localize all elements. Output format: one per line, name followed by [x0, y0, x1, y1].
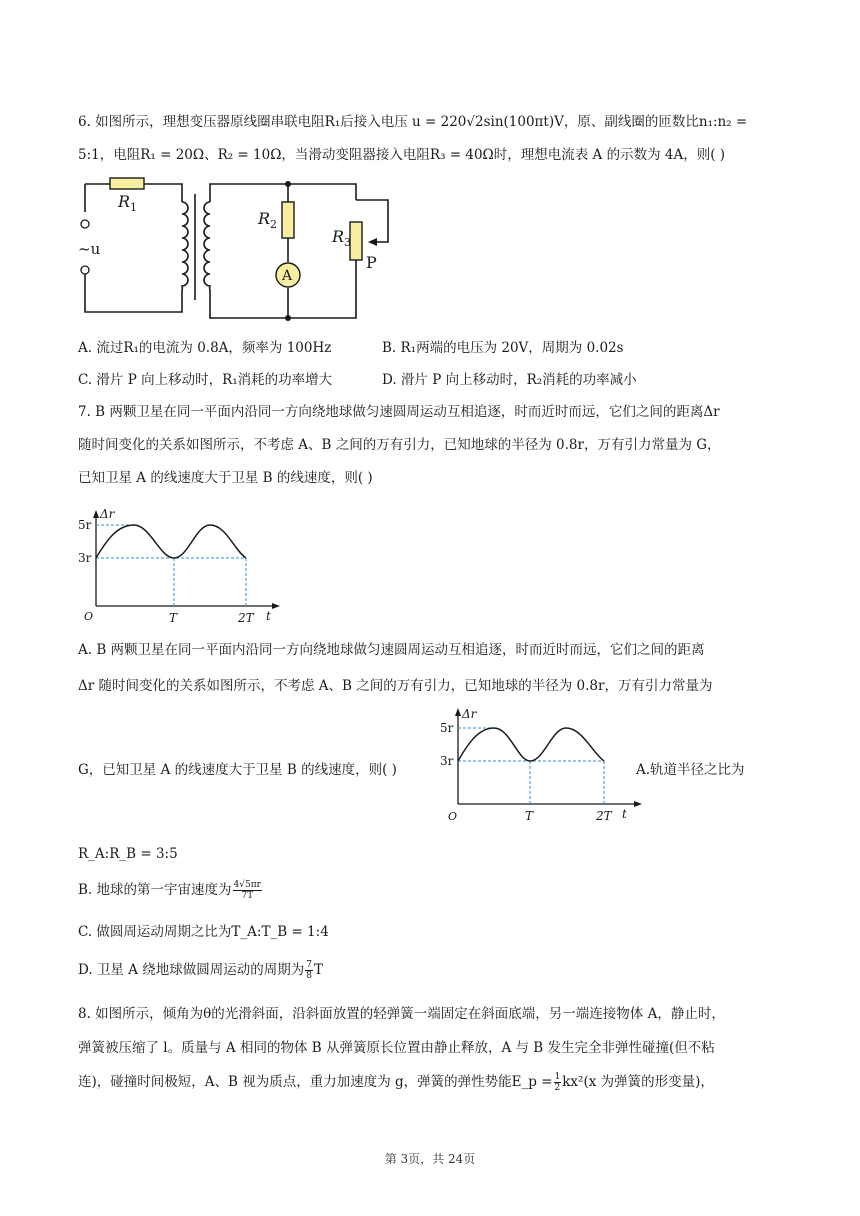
q7-stem-line1: 7. B 两颗卫星在同一平面内沿同一方向绕地球做匀速圆周运动互相追逐，时而近时而远，它们之间的距离Δr: [78, 404, 720, 420]
q7-optA-line4: R_A:R_B = 3:5: [78, 846, 178, 862]
graph1-origin: O: [84, 610, 94, 623]
q7-optA-line1: A. B 两颗卫星在同一平面内沿同一方向绕地球做匀速圆周运动互相追逐，时而近时而远，它们之间的距离: [78, 642, 705, 658]
q6-option-a: A. 流过R₁的电流为 0.8A，频率为 100Hz: [78, 340, 332, 356]
q7-optA-tail: A.轨道半径之比为: [636, 762, 745, 778]
graph2-y-lo: 3r: [440, 754, 454, 768]
resistor-r2: [282, 202, 294, 238]
q8-stem-line2: 弹簧被压缩了 l。质量与 A 相同的物体 B 从弹簧原长位置由静止释放，A 与 B 发生完全非弹性碰撞(但不粘: [78, 1040, 715, 1056]
optD-fraction: $\frac{7}{8}$: [306, 960, 312, 981]
label-r3-sub: 3: [344, 236, 351, 249]
label-r2-sub: 2: [270, 218, 277, 231]
label-u: ~u: [78, 240, 101, 258]
graph2-xlabel: t: [622, 807, 627, 821]
q7-option-b: B. 地球的第一宇宙速度为 $\frac{4√5\pi r}{7T}$: [78, 880, 261, 901]
graph1-ylabel: Δr: [100, 507, 115, 521]
page-footer: 第 3页，共 24页: [384, 1152, 476, 1166]
q7-optA-line3: G，已知卫星 A 的线速度大于卫星 B 的线速度，则( ): [78, 762, 397, 778]
graph1-xlabel: t: [266, 609, 271, 623]
q7-distance-graph-repeat: [440, 706, 650, 826]
q7-optA-line2: Δr 随时间变化的关系如图所示，不考虑 A、B 之间的万有引力，已知地球的半径为 0.8r，万有引力常量为: [78, 678, 713, 694]
q8-stem-line1: 8. 如图所示，倾角为θ的光滑斜面，沿斜面放置的轻弹簧一端固定在斜面底端，另一端连接物体 A，静止时，: [78, 1006, 725, 1022]
graph2-ylabel: Δr: [462, 707, 477, 721]
rheostat-r3: [350, 222, 362, 260]
q8-stem-line3: 连)，碰撞时间极短，A、B 视为质点，重力加速度为 g，弹簧的弹性势能E_p = $\frac{1}{2}$ kx²(x 为弹簧的形变量)，: [78, 1072, 714, 1093]
label-r2: R: [258, 209, 271, 228]
graph2-x2: 2T: [596, 809, 612, 823]
terminal-top: [81, 220, 89, 228]
q7-stem-line3: 已知卫星 A 的线速度大于卫星 B 的线速度，则( ): [78, 470, 373, 486]
q7-stem-line2: 随时间变化的关系如图所示，不考虑 A、B 之间的万有引力，已知地球的半径为 0.8r，万有引力常量为 G，: [78, 437, 721, 453]
q8-half-fraction: $\frac{1}{2}$: [554, 1072, 561, 1093]
label-r3: R: [332, 227, 345, 246]
graph2-x1: T: [525, 809, 534, 823]
optB-fraction: $\frac{4√5\pi r}{7T}$: [233, 880, 261, 901]
q6-circuit-diagram: [70, 172, 410, 332]
graph2-origin: O: [448, 810, 458, 823]
resistor-r1: [110, 178, 144, 189]
graph1-x1: T: [169, 611, 178, 625]
graph1-y-lo: 3r: [78, 551, 92, 565]
graph1-y-hi: 5r: [78, 518, 92, 532]
q6-option-b: B. R₁两端的电压为 20V，周期为 0.02s: [382, 340, 624, 356]
graph1-x2: 2T: [238, 611, 254, 625]
q6-stem-line2: 5:1，电阻R₁ = 20Ω、R₂ = 10Ω，当滑动变阻器接入电阻R₃ = 40Ω时，理想电流表 A 的示数为 4A，则( ): [78, 147, 726, 163]
q6-option-c: C. 滑片 P 向上移动时，R₁消耗的功率增大: [78, 372, 333, 388]
label-p: P: [366, 253, 377, 272]
q7-distance-graph: [78, 508, 288, 628]
q6-stem-line1: 6. 如图所示，理想变压器原线圈串联电阻R₁后接入电压 u = 220√2sin(100πt)V，原、副线圈的匝数比n₁:n₂ =: [78, 114, 748, 130]
label-r1-sub: 1: [130, 201, 137, 214]
q6-option-d: D. 滑片 P 向上移动时，R₂消耗的功率减小: [382, 372, 637, 388]
q7-option-d: D. 卫星 A 绕地球做圆周运动的周期为 $\frac{7}{8}$ T: [78, 960, 324, 981]
label-r1: R: [118, 192, 131, 211]
graph2-y-hi: 5r: [440, 721, 454, 735]
terminal-bottom: [81, 266, 89, 274]
ammeter-label: A: [282, 268, 293, 284]
q7-option-c: C. 做圆周运动周期之比为T_A:T_B = 1:4: [78, 924, 329, 940]
slider-arrow-icon: [368, 238, 377, 246]
